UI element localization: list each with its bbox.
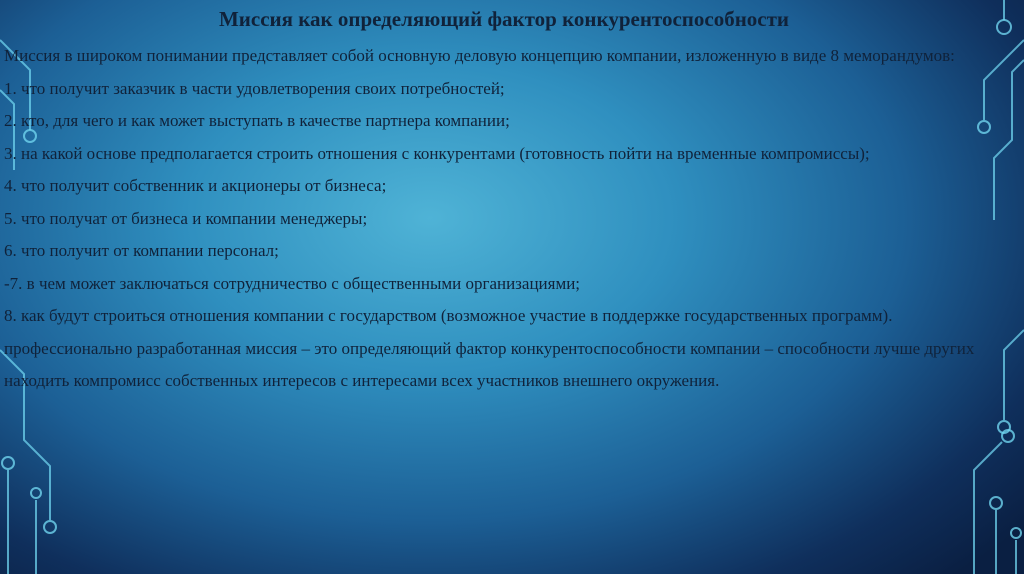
intro-paragraph: Миссия в широком понимании представляет собой основную деловую концепцию компании, изложенную в виде 8 меморандумов: (4, 46, 955, 65)
list-item: 5. что получат от бизнеса и компании менеджеры; (4, 208, 368, 228)
slide-body (4, 40, 1004, 398)
list-item: 6. что получит от компании персонал; (4, 241, 279, 260)
list-item: -7. в чем может заключаться сотрудничество с общественными организациями; (4, 273, 581, 293)
list-item: 2. кто, для чего и как может выступать в качестве партнера компании; (4, 111, 510, 130)
list-item: 4. что получит собственник и акционеры от бизнеса; (4, 176, 387, 195)
list-item: 1. что получит заказчик в части удовлетворения своих потребностей; (4, 78, 505, 98)
list-item: 3. на какой основе предполагается строить отношения с конкурентами (готовность пойти на временные компромиссы); (4, 143, 870, 163)
list-item: 8. как будут строиться отношения компании с государством (возможное участие в поддержке государственных программ). (4, 306, 893, 325)
conclusion-paragraph: профессионально разработанная миссия – это определяющий фактор конкурентоспособности компании – способности лучше других находить компромисс собственных интересов с интересами всех участников внешнего окружения. (4, 338, 975, 390)
slide-title: Миссия как определяющий фактор конкурентоспособности (218, 7, 790, 31)
slide-content (4, 6, 1004, 398)
